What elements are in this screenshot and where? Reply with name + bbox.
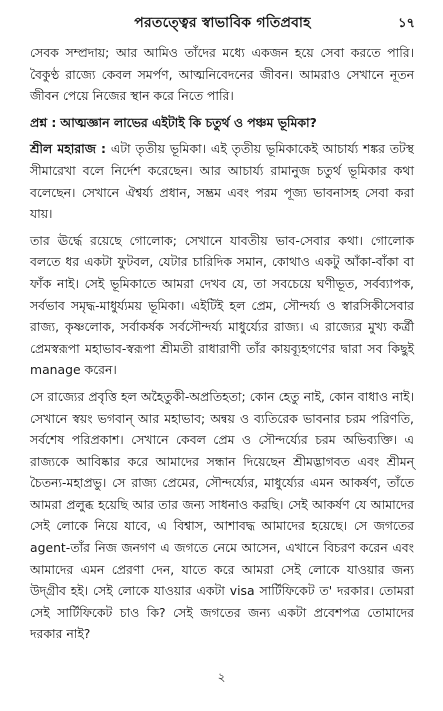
speaker-label: শ্রীল মহারাজ :: [30, 141, 106, 157]
question-text: আত্মজ্ঞান লাভের এইটাই কি চতুর্থ ও পঞ্চম ভূমিকা?: [60, 114, 317, 130]
running-title: পরতত্ত্বের স্বাভাবিক গতিপ্রবাহ: [134, 15, 311, 31]
answer-text: এটা তৃতীয় ভূমিকা। এই তৃতীয় ভূমিকাকেই আচার্য্য শঙ্কর তটস্থ সীমারেখা বলে নির্দেশ করেছেন। আর আচার্য্য রামানুজ চতুর্থ ভূমিকার কথা বলেছেন। সেখানে ঐশ্বর্য্য প্রধান, সম্ভ্রম এবং পরম পূজ্য ভাবনাসহ সেবা করা যায়।: [30, 141, 414, 222]
paragraph-1: সেবক সম্প্রদায়; আর আমিও তাঁদের মধ্যে একজন হয়ে সেবা করতে পারি। বৈকুণ্ঠ রাজ্যে কেবল সমর্পণ, আত্মনিবেদনের জীবন। আমরাও সেখানে নূতন জীবন পেয়ে নিজের স্থান করে নিতে পারি।: [30, 45, 414, 104]
paragraph-3: তার ঊর্দ্ধে রয়েছে গোলোক; সেখানে যাবতীয় ভাব-সেবার কথা। গোলোক বলতে ধর একটা ফুটবল, যেটার চারিদিক সমান, কোথাও একটু আঁকা-বাঁকা বা ফাঁক নাই। সেই ভূমিকাতে আমরা দেখব যে, তা সবচেয়ে ঘণীভূত, সর্বব্যাপক, সর্বভাব সমৃদ্ধ-মাধুর্য্যময় ভূমিকা। এইটিই হল প্রেম, সৌন্দর্য্য ও স্বারসিকীসেবার রাজ্য, কৃষ্ণলোক, সর্বাকর্ষক সর্বসৌন্দর্য্য মাধুর্য্যের রাজ্য। এ রাজ্যের মুখ্য কর্ত্রী প্রেমস্বরূপা মহাভাব-স্বরূপা শ্রীমতী রাধারাণী তাঁর কায়ব্যূহগণের দ্বারা সব কিছুই manage করেন।: [30, 232, 414, 378]
answer-paragraph: [30, 138, 414, 224]
page-number: ১৭: [398, 16, 415, 31]
signature-mark: ২: [217, 670, 226, 684]
paragraph-4: সে রাজ্যের প্রবৃত্তি হল অহৈতুকী-অপ্রতিহতা; কোন হেতু নাই, কোন বাধাও নাই। সেখানে স্বয়ং ভগবান্ আর মহাভাব; অন্বয় ও ব্যতিরেক ভাবনার চরম পরিণতি, সর্বশেষ পরিপ্রকাশ। সেখানে কেবল প্রেম ও সৌন্দর্য্যের চরম অভিব্যক্তি। এ রাজ্যকে আবিষ্কার করে আমাদের সন্ধান দিয়েছেন শ্রীমদ্ভাগবত এবং শ্রীমন্ চৈতন্য-মহাপ্রভু। সে রাজ্য প্রেমের, সৌন্দর্য্যের, মাধুর্য্যের এমন আকর্ষণ, তাঁতে আমরা প্রলুব্ধ হয়েছি আর তার জন্য সাধনাও করছি। সেই আকর্ষণ যে আমাদের সেই লোকে নিয়ে যাবে, এ বিশ্বাস, আশাবদ্ধ আমাদের হয়েছে। সে জগতের agent-তাঁর নিজ জনগণ এ জগতে নেমে আসেন, এখানে বিচরণ করেন এবং আমাদের এমন প্রেরণা দেন, যাতে করে আমরা সেই লোকে যাওয়ার জন্য উদ্গ্রীব হই। সেই লোকে যাওয়ার একটা visa সার্টিফিকেট ত' দরকার। তোমরা সেই সার্টিফিকেট চাও কি? সেই জগতের জন্য একটা প্রবেশপত্র তোমাদের দরকার নাই?: [30, 388, 414, 642]
page-header: [30, 12, 415, 34]
page-body: [30, 42, 414, 650]
question-paragraph: [30, 112, 414, 134]
question-label: প্রশ্ন :: [30, 114, 57, 130]
